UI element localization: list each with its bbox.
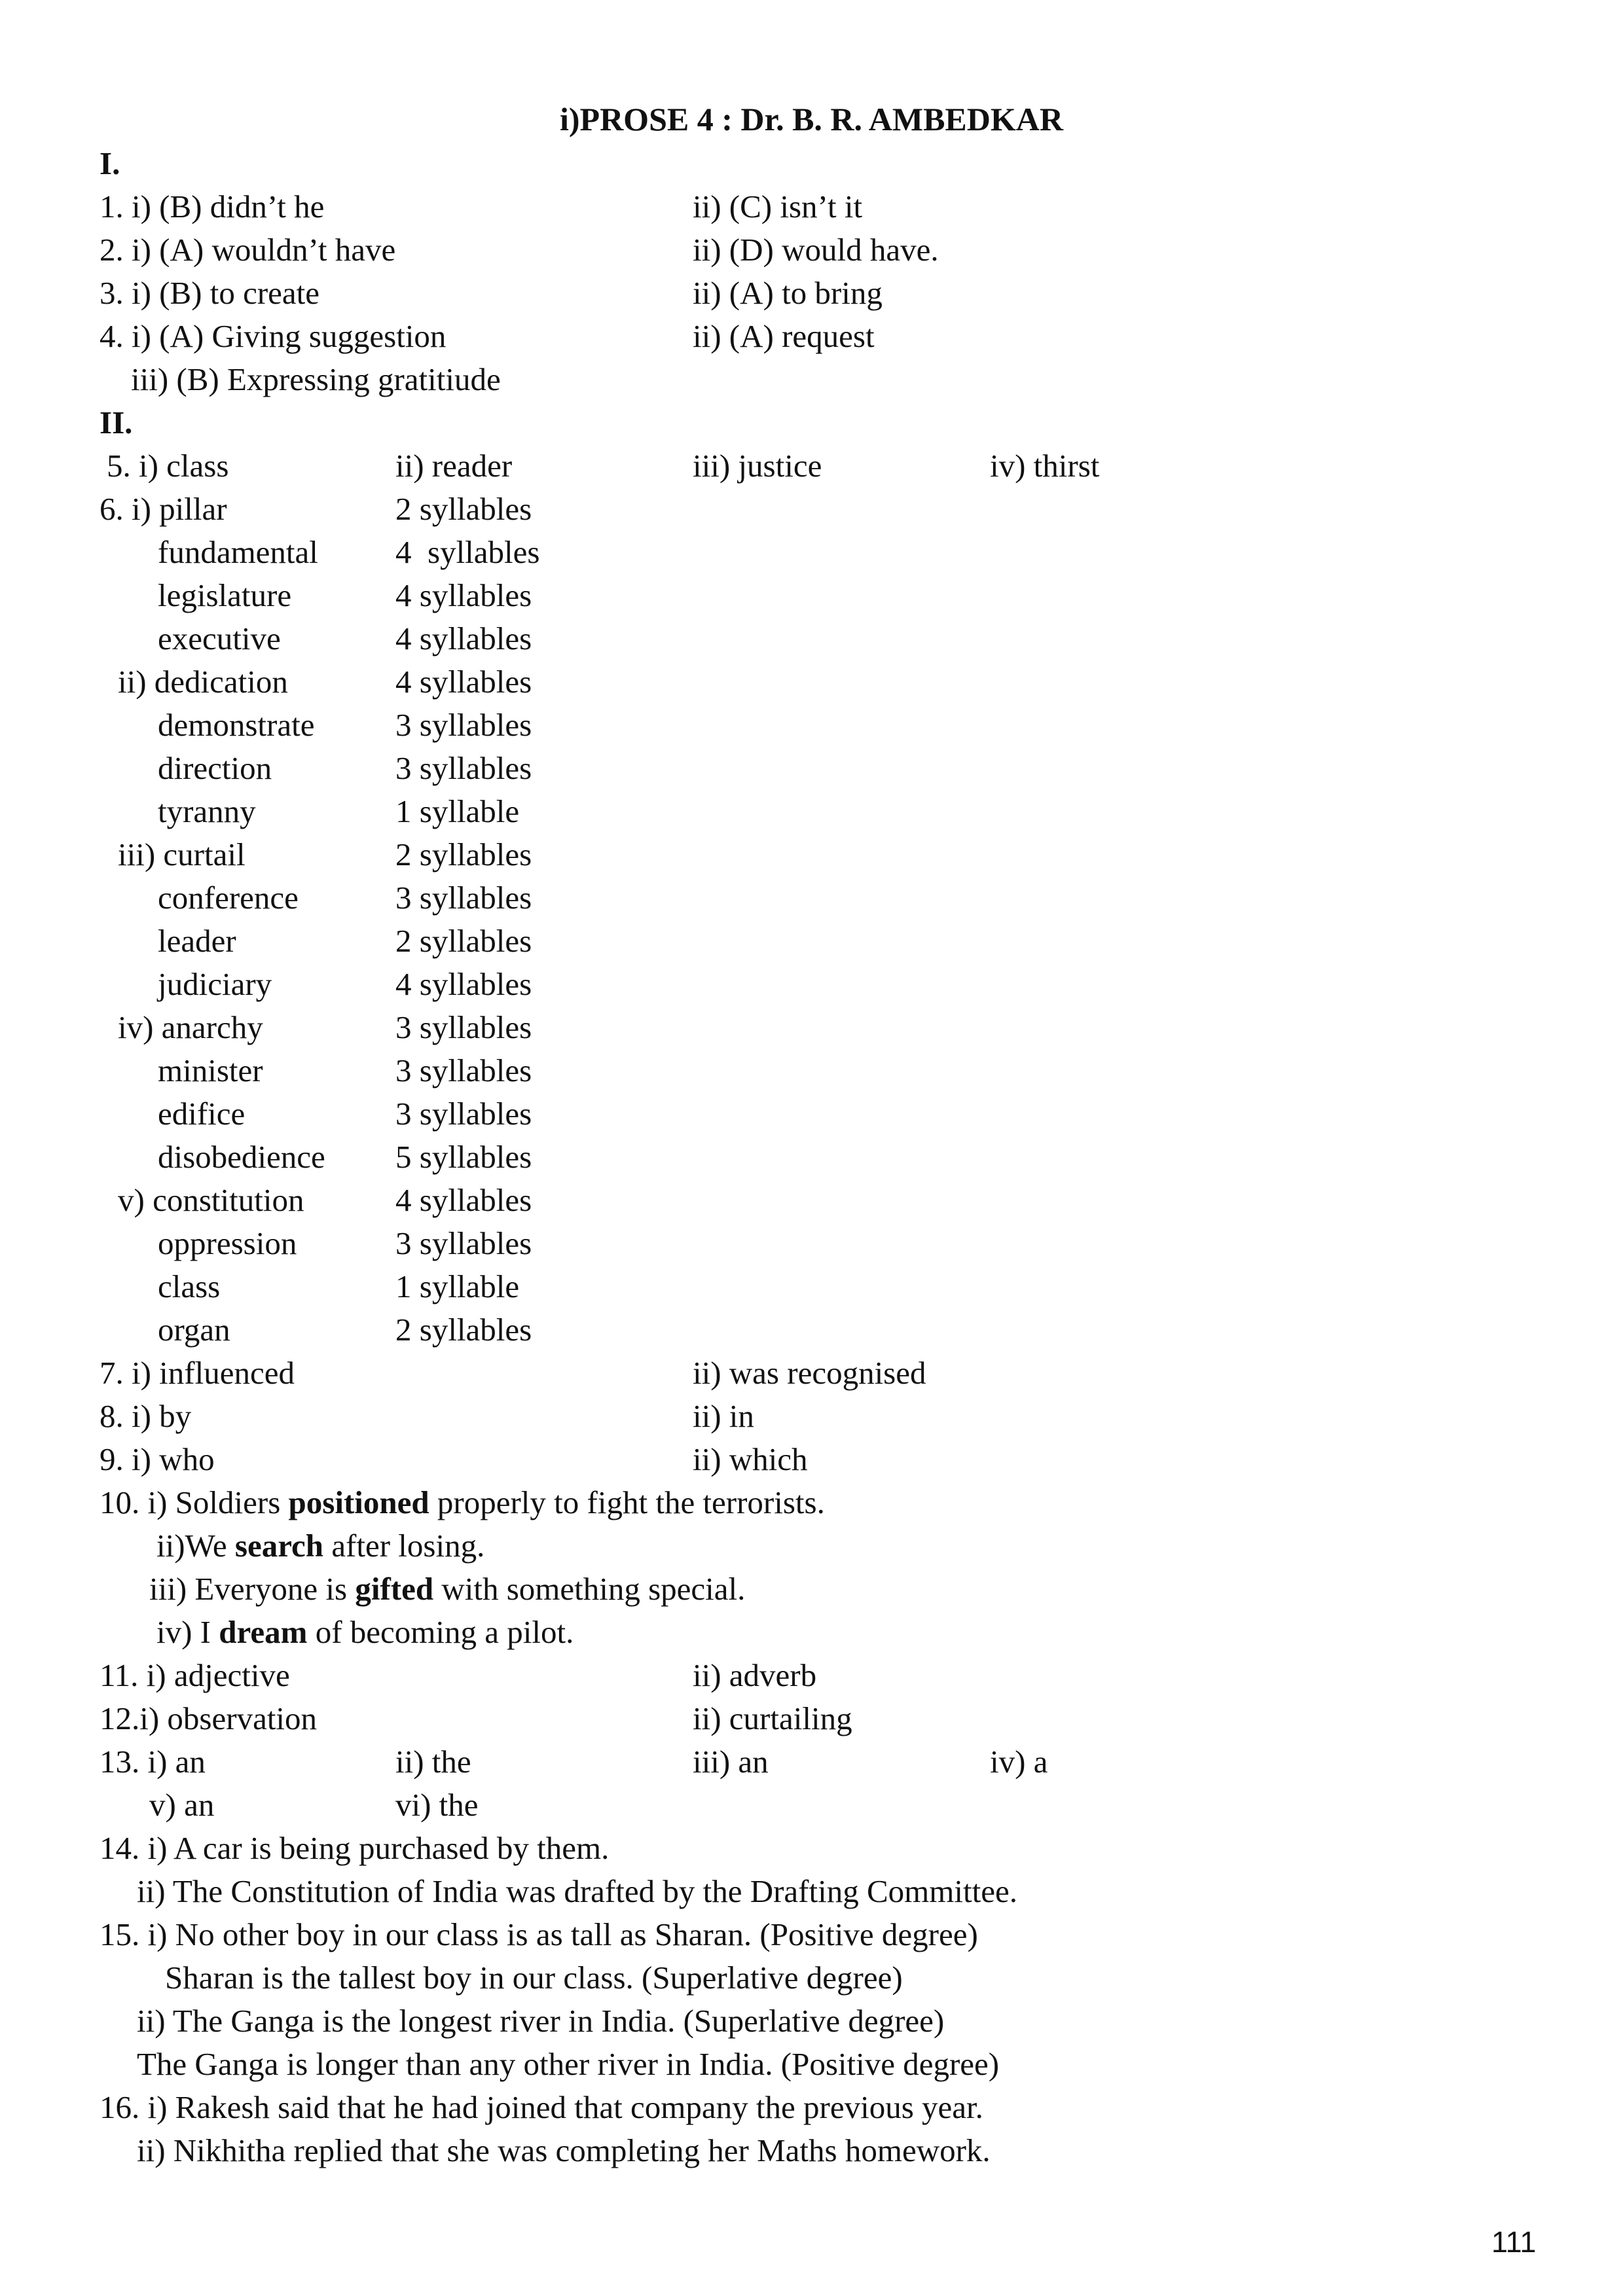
q6-syllables: 4 syllables [395,966,532,1002]
q6-word: tyranny [158,793,256,829]
q4-answer-i: 4. i) (A) Giving suggestion [100,318,447,354]
q5-answer-iv: iv) thirst [990,448,1100,484]
q6-syllables: 5 syllables [395,1139,532,1175]
q6-word: 6. i) pillar [100,491,227,527]
q7-answer-ii: ii) was recognised [693,1355,926,1391]
q6-syllables: 3 syllables [395,1009,532,1045]
q4-answer-iii: iii) (B) Expressing gratitiude [131,361,501,397]
q2-answer-i: 2. i) (A) wouldn’t have [100,232,396,268]
q16-answer-i: 16. i) Rakesh said that he had joined that company the previous year. [100,2089,983,2125]
q6-word: fundamental [158,534,318,570]
q6-syllables: 1 syllable [395,793,520,829]
q6-syllables: 3 syllables [395,1096,532,1132]
q12-answer-i: 12.i) observation [100,1700,318,1736]
q14-answer-i: 14. i) A car is being purchased by them. [100,1830,610,1866]
q6-word: legislature [158,577,292,613]
q4-answer-ii: ii) (A) request [693,318,875,354]
q6-syllables: 4 syllables [395,577,532,613]
page-title: i)PROSE 4 : Dr. B. R. AMBEDKAR [559,101,1064,137]
q2-answer-ii: ii) (D) would have. [693,232,939,268]
q6-syllables: 2 syllables [395,1312,532,1348]
q6-word: edifice [158,1096,246,1132]
q15-answer-ii-b: The Ganga is longer than any other river in India. (Positive degree) [137,2046,1000,2082]
q6-syllables: 4 syllables [395,1182,532,1218]
q6-word: disobedience [158,1139,325,1175]
q11-answer-i: 11. i) adjective [100,1657,290,1693]
q6-syllables: 3 syllables [395,707,532,743]
q10-answer-i: 10. i) Soldiers positioned properly to fight the terrorists. [100,1484,825,1520]
q14-answer-ii: ii) The Constitution of India was drafted by the Drafting Committee. [137,1873,1017,1909]
q5-answer-ii: ii) reader [395,448,513,484]
q3-answer-i: 3. i) (B) to create [100,275,320,311]
q6-syllables: 3 syllables [395,750,532,786]
q6-syllables: 3 syllables [395,1052,532,1088]
q6-word: iii) curtail [118,836,246,872]
q6-syllables: 3 syllables [395,1225,532,1261]
q6-word: v) constitution [118,1182,304,1218]
q13-answer-iv: iv) a [990,1744,1048,1780]
q6-syllables: 2 syllables [395,923,532,959]
q13-answer-iii: iii) an [693,1744,769,1780]
q6-word: conference [158,880,299,916]
q6-word: demonstrate [158,707,315,743]
q7-answer-i: 7. i) influenced [100,1355,295,1391]
bold-word: dream [219,1614,308,1650]
q9-answer-i: 9. i) who [100,1441,215,1477]
q15-answer-i-b: Sharan is the tallest boy in our class. (Superlative degree) [165,1960,903,1996]
q10-answer-iv: iv) I dream of becoming a pilot. [156,1614,574,1650]
q16-answer-ii: ii) Nikhitha replied that she was completing her Maths homework. [137,2132,991,2168]
q13-answer-v: v) an [149,1787,215,1823]
section-heading-i: I. [100,145,120,181]
q6-syllables: 2 syllables [395,836,532,872]
q6-word: class [158,1268,221,1304]
q15-answer-ii: ii) The Ganga is the longest river in India. (Superlative degree) [137,2003,945,2039]
bold-word: positioned [288,1484,429,1520]
section-heading-ii: II. [100,404,133,440]
bold-word: search [234,1528,324,1564]
page-number: 111 [1491,2225,1537,2259]
q12-answer-ii: ii) curtailing [693,1700,852,1736]
q6-word: ii) dedication [118,664,288,700]
q6-word: organ [158,1312,230,1348]
q15-answer-i: 15. i) No other boy in our class is as tall as Sharan. (Positive degree) [100,1916,978,1952]
q6-word: oppression [158,1225,297,1261]
q6-syllables: 1 syllable [395,1268,520,1304]
q6-word: judiciary [158,966,272,1002]
q5-answer-iii: iii) justice [693,448,822,484]
q6-word: minister [158,1052,263,1088]
q10-answer-iii: iii) Everyone is gifted with something special. [149,1571,746,1607]
q6-syllables: 4 syllables [395,664,532,700]
q6-word: direction [158,750,272,786]
q3-answer-ii: ii) (A) to bring [693,275,883,311]
q6-syllables: 4 syllables [395,620,532,656]
q6-word: iv) anarchy [118,1009,263,1045]
q13-answer-ii: ii) the [395,1744,471,1780]
q8-answer-ii: ii) in [693,1398,754,1434]
q6-word: leader [158,923,236,959]
q8-answer-i: 8. i) by [100,1398,192,1434]
q5-answer-i: 5. i) class [107,448,229,484]
q6-word: executive [158,620,281,656]
q11-answer-ii: ii) adverb [693,1657,817,1693]
q9-answer-ii: ii) which [693,1441,808,1477]
bold-word: gifted [355,1571,434,1607]
q13-answer-vi: vi) the [395,1787,479,1823]
q1-answer-ii: ii) (C) isn’t it [693,188,863,224]
q6-syllables: 4 syllables [395,534,540,570]
q1-answer-i: 1. i) (B) didn’t he [100,188,325,224]
q6-syllables: 2 syllables [395,491,532,527]
q13-answer-i: 13. i) an [100,1744,206,1780]
q6-syllables: 3 syllables [395,880,532,916]
q10-answer-ii: ii)We search after losing. [156,1528,485,1564]
